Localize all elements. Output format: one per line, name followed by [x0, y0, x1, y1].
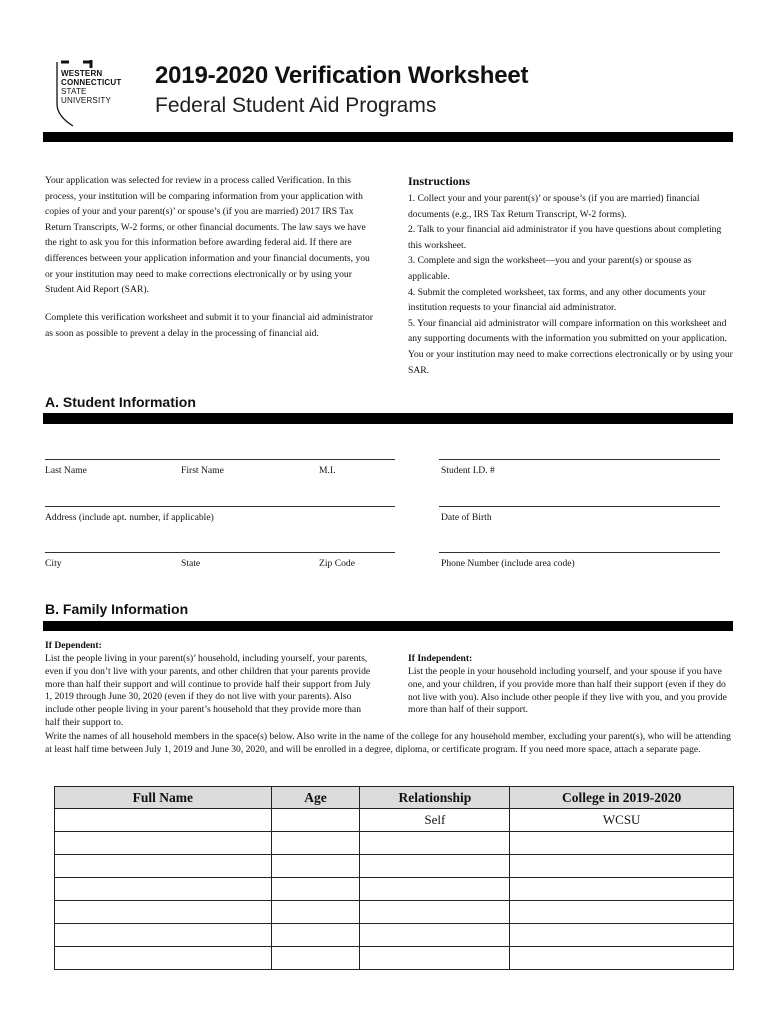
dependent-heading: If Dependent: [45, 640, 102, 651]
age-cell[interactable] [271, 924, 360, 947]
full-name-cell[interactable] [55, 809, 272, 832]
independent-text: List the people in your household including yourself, and your spouse if you have one, and your children, if you provide more than half their support (even if they do not live with you). Also include other people if they live with you, and you provide more than half of their support. [408, 666, 727, 716]
instructions-heading: Instructions [408, 174, 471, 188]
phone-field-line[interactable] [439, 552, 720, 553]
age-cell[interactable] [271, 809, 360, 832]
page-subtitle: Federal Student Aid Programs [155, 94, 437, 117]
independent-heading: If Independent: [408, 653, 473, 664]
relationship-cell[interactable] [360, 924, 510, 947]
relationship-cell[interactable] [360, 855, 510, 878]
relationship-cell[interactable] [360, 878, 510, 901]
column-header-college: College in 2019-2020 [510, 787, 734, 809]
first-name-label: First Name [181, 465, 224, 476]
college-cell[interactable] [510, 878, 734, 901]
intro-paragraph-2: Complete this verification worksheet and submit it to your financial aid administrator as soon as possible to prevent a delay in the processing of financial aid. [45, 312, 373, 339]
intro-paragraph-1: Your application was selected for review in a process called Verification. In this process, your institution will be comparing information from your application with copies of your and your parent(s)’ or spouse’s (if you are married) 2017 IRS Tax Return Transcripts, W-2 forms, or other financial documents. The law says we have the right to ask you for this information before awarding federal aid. If there are differences between your application information and your financial documents, you or your institution may need to make corrections electronically or by using your Student Aid Report (SAR). [45, 175, 370, 296]
column-header-relationship: Relationship [360, 787, 510, 809]
instruction-item: 2. Talk to your financial aid administrator if you have questions about completing this worksheet. [408, 224, 722, 251]
full-name-cell[interactable] [55, 947, 272, 970]
age-cell[interactable] [271, 901, 360, 924]
logo-line-3: STATE [61, 87, 87, 96]
section-a-divider [43, 413, 733, 424]
relationship-cell[interactable] [360, 901, 510, 924]
age-cell[interactable] [271, 832, 360, 855]
student-id-label: Student I.D. # [441, 465, 495, 476]
table-row [55, 924, 734, 947]
college-cell[interactable] [510, 901, 734, 924]
section-b-divider [43, 621, 733, 631]
relationship-cell[interactable] [360, 947, 510, 970]
instruction-item: 5. Your financial aid administrator will compare information on this worksheet and any supporting documents with the information you submitted on your application. You or your institution may need to make corrections electronically or by using your SAR. [408, 317, 733, 376]
instruction-item: 3. Complete and sign the worksheet—you and your parent(s) or spouse as applicable. [408, 255, 692, 282]
mi-label: M.I. [319, 465, 336, 476]
dob-label: Date of Birth [441, 512, 492, 523]
section-a-heading: A. Student Information [45, 394, 196, 410]
full-name-cell[interactable] [55, 901, 272, 924]
instruction-item: 1. Collect your and your parent(s)’ or spouse’s (if you are married) financial documents (e.g., IRS Tax Return Transcript, W-2 forms). [408, 193, 700, 220]
page-title: 2019-2020 Verification Worksheet [155, 62, 529, 89]
college-cell[interactable] [510, 947, 734, 970]
age-cell[interactable] [271, 878, 360, 901]
table-row [55, 947, 734, 970]
name-field-line[interactable] [45, 459, 395, 460]
address-label: Address (include apt. number, if applicable) [45, 512, 214, 523]
logo-line-4: UNIVERSITY [61, 96, 112, 105]
age-cell[interactable] [271, 855, 360, 878]
state-label: State [181, 558, 201, 569]
relationship-cell[interactable] [360, 832, 510, 855]
section-b-heading: B. Family Information [45, 601, 189, 617]
college-cell[interactable] [510, 924, 734, 947]
address-field-line[interactable] [45, 506, 395, 507]
relationship-cell[interactable]: Self [360, 809, 510, 832]
age-cell[interactable] [271, 947, 360, 970]
table-row [55, 809, 734, 832]
column-header-full-name: Full Name [55, 787, 272, 809]
full-name-cell[interactable] [55, 832, 272, 855]
dob-field-line[interactable] [439, 506, 720, 507]
college-cell[interactable]: WCSU [510, 809, 734, 832]
header-divider [43, 132, 733, 142]
city-label: City [45, 558, 62, 569]
logo-line-2: CONNECTICUT [61, 78, 122, 87]
student-id-field-line[interactable] [439, 459, 720, 460]
instruction-item: 4. Submit the completed worksheet, tax forms, and any other documents your institution requests to your financial aid administrator. [408, 286, 706, 314]
table-row [55, 878, 734, 901]
phone-label: Phone Number (include area code) [441, 558, 575, 569]
household-note: Write the names of all household members in the space(s) below. Also write in the name of the college for any household member, excluding your parent(s), who will be attending at least half time between July 1, 2019 and June 30, 2020, and will be enrolled in a degree, diploma, or certificate program. If you need more space, attach a separate page. [45, 731, 731, 755]
university-logo [53, 60, 123, 130]
household-table [54, 786, 734, 970]
logo-line-1: WESTERN [61, 69, 103, 78]
full-name-cell[interactable] [55, 924, 272, 947]
table-row [55, 901, 734, 924]
dependent-text: List the people living in your parent(s)’ household, including yourself, your parents, even if you don’t live with your parents, and other children that your parents provide more than half their support and will continue to provide half their support from July 1, 2019 through June 30, 2020 (even if they do not live with your parents). Also include other people living in your parent’s household that they provide more than half their support to. [45, 653, 371, 728]
table-row [55, 832, 734, 855]
college-cell[interactable] [510, 855, 734, 878]
last-name-label: Last Name [45, 465, 87, 476]
city-state-zip-field-line[interactable] [45, 552, 395, 553]
zip-label: Zip Code [319, 558, 355, 569]
table-row [55, 855, 734, 878]
full-name-cell[interactable] [55, 855, 272, 878]
full-name-cell[interactable] [55, 878, 272, 901]
table-header-row [55, 787, 734, 809]
column-header-age: Age [271, 787, 360, 809]
instructions-list [408, 191, 733, 378]
college-cell[interactable] [510, 832, 734, 855]
